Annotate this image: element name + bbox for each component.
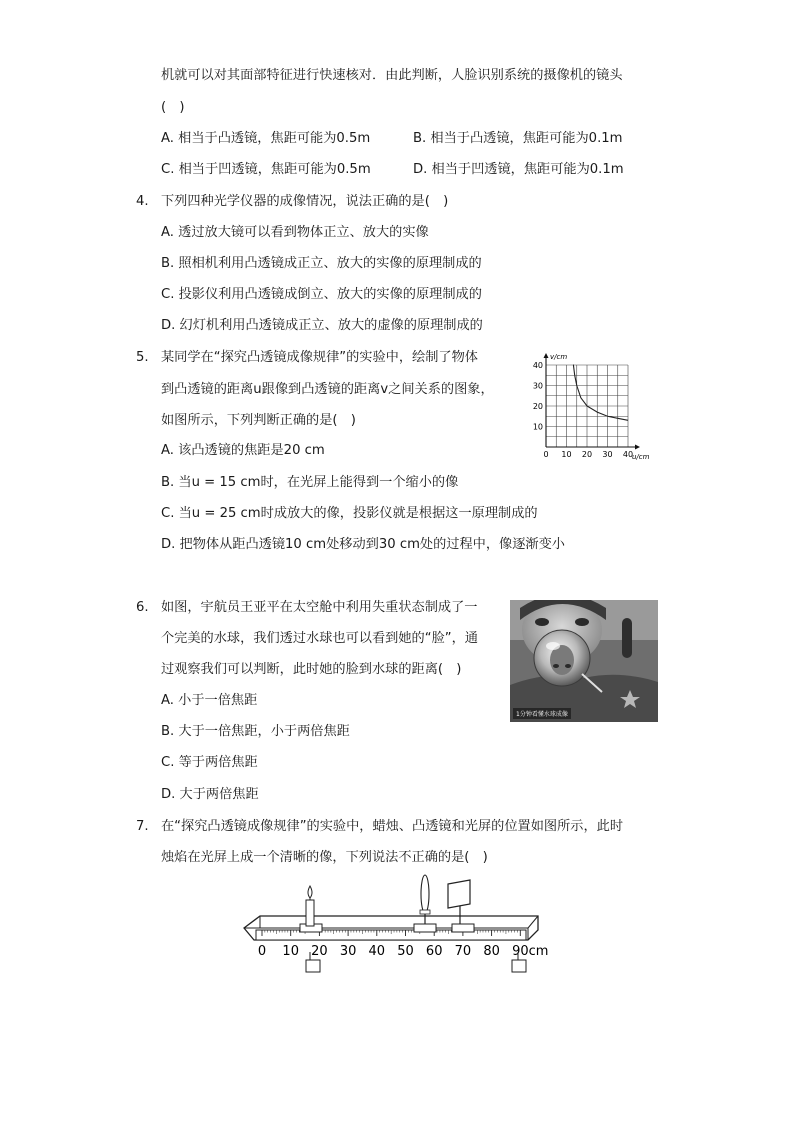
x-tick-label: 40 bbox=[622, 450, 634, 459]
optical-bench-figure bbox=[238, 872, 554, 978]
q5-stem-line3: 如图所示，下列判断正确的是( ) bbox=[161, 413, 356, 428]
q4-stem: 下列四种光学仪器的成像情况，说法正确的是( ) bbox=[161, 194, 449, 209]
x-tick-label: 30 bbox=[602, 450, 613, 459]
y-axis-label: v/cm bbox=[550, 353, 568, 361]
y-axis-arrow bbox=[544, 353, 549, 358]
q6-stem-line2: 个完美的水球，我们透过水球也可以看到她的“脸”，通 bbox=[161, 631, 478, 646]
q3-option-d: D. 相当于凹透镜，焦距可能为0.1m bbox=[413, 162, 624, 177]
chart-axes bbox=[544, 353, 641, 450]
bench-foot-left bbox=[306, 960, 320, 972]
x-tick-label: 10 bbox=[561, 450, 572, 459]
y-tick-label: 10 bbox=[532, 422, 543, 432]
bench-label: 70 bbox=[454, 944, 472, 959]
q6-stem-line1: 如图，宇航员王亚平在太空舱中利用失重状态制成了一 bbox=[161, 600, 478, 615]
y-tick-label: 30 bbox=[532, 381, 543, 391]
bench-label: 30 bbox=[339, 944, 357, 959]
q3-option-b: B. 相当于凸透镜，焦距可能为0.1m bbox=[413, 131, 623, 146]
light-screen bbox=[448, 880, 474, 932]
x-axis-label: u/cm bbox=[632, 453, 650, 461]
q7-stem-line1: 在“探究凸透镜成像规律”的实验中，蜡烛、凸透镜和光屏的位置如图所示，此时 bbox=[161, 819, 624, 834]
q6-number: 6. bbox=[136, 600, 149, 615]
y-tick-label: 20 bbox=[532, 402, 543, 411]
q5-option-a: A. 该凸透镜的焦距是20 cm bbox=[161, 443, 325, 458]
q7-stem-line2: 烛焰在光屏上成一个清晰的像，下列说法不正确的是( ) bbox=[161, 850, 488, 865]
q5-option-c: C. 当u = 25 cm时成放大的像，投影仪就是根据这一原理制成的 bbox=[161, 506, 538, 521]
q3-option-c: C. 相当于凹透镜，焦距可能为0.5m bbox=[161, 162, 371, 177]
uv-curve bbox=[573, 365, 628, 420]
chart-tick-labels bbox=[533, 361, 633, 459]
q6-option-c: C. 等于两倍焦距 bbox=[161, 755, 258, 770]
q3-stem-continuation: 机就可以对其面部特征进行快速核对．由此判断，人脸识别系统的摄像机的镜头 bbox=[161, 68, 623, 83]
candle bbox=[300, 886, 322, 932]
q6-stem-line3: 过观察我们可以判断，此时她的脸到水球的距离( ) bbox=[161, 662, 462, 677]
bench-foot-right bbox=[512, 960, 526, 972]
water-ball-photo bbox=[510, 600, 658, 722]
bench-label: 50 bbox=[397, 944, 414, 959]
q5-stem-line1: 某同学在“探究凸透镜成像规律”的实验中，绘制了物体 bbox=[161, 350, 478, 365]
q4-option-a: A. 透过放大镜可以看到物体正立、放大的实像 bbox=[161, 225, 429, 240]
q4-number: 4. bbox=[136, 194, 149, 209]
q4-option-c: C. 投影仪利用凸透镜成倒立、放大的实像的原理制成的 bbox=[161, 287, 482, 302]
bench-label: 80 bbox=[483, 944, 500, 959]
q6-option-a: A. 小于一倍焦距 bbox=[161, 693, 258, 708]
bench-label: 90cm bbox=[512, 944, 549, 959]
x-tick-label: 0 bbox=[543, 450, 549, 459]
photo-caption: 1分钟看懂水球成像 bbox=[516, 711, 568, 718]
q5-option-d: D. 把物体从距凸透镜10 cm处移动到30 cm处的过程中，像逐渐变小 bbox=[161, 537, 565, 552]
q3-option-a: A. 相当于凸透镜，焦距可能为0.5m bbox=[161, 131, 371, 146]
q7-number: 7. bbox=[136, 819, 149, 834]
bench-scale-labels bbox=[258, 944, 549, 959]
bench-label: 20 bbox=[311, 944, 328, 959]
q3-answer-paren: ( ) bbox=[161, 100, 185, 115]
x-tick-label: 20 bbox=[581, 450, 593, 459]
x-axis-arrow bbox=[635, 445, 640, 450]
q6-option-b: B. 大于一倍焦距，小于两倍焦距 bbox=[161, 724, 350, 739]
bench-label: 40 bbox=[368, 944, 386, 959]
bench-label: 60 bbox=[425, 944, 443, 959]
y-tick-label: 40 bbox=[532, 361, 543, 370]
bench-label: 0 bbox=[257, 944, 267, 959]
uv-graph bbox=[526, 346, 666, 466]
q5-option-b: B. 当u = 15 cm时，在光屏上能得到一个缩小的像 bbox=[161, 475, 459, 490]
q5-stem-line2: 到凸透镜的距离u跟像到凸透镜的距离v之间关系的图象， bbox=[161, 382, 494, 397]
q5-number: 5. bbox=[136, 350, 149, 365]
q6-option-d: D. 大于两倍焦距 bbox=[161, 787, 259, 802]
q4-option-d: D. 幻灯机利用凸透镜成正立、放大的虚像的原理制成的 bbox=[161, 318, 483, 333]
bench-label: 10 bbox=[282, 944, 299, 959]
q4-option-b: B. 照相机利用凸透镜成正立、放大的实像的原理制成的 bbox=[161, 256, 482, 271]
